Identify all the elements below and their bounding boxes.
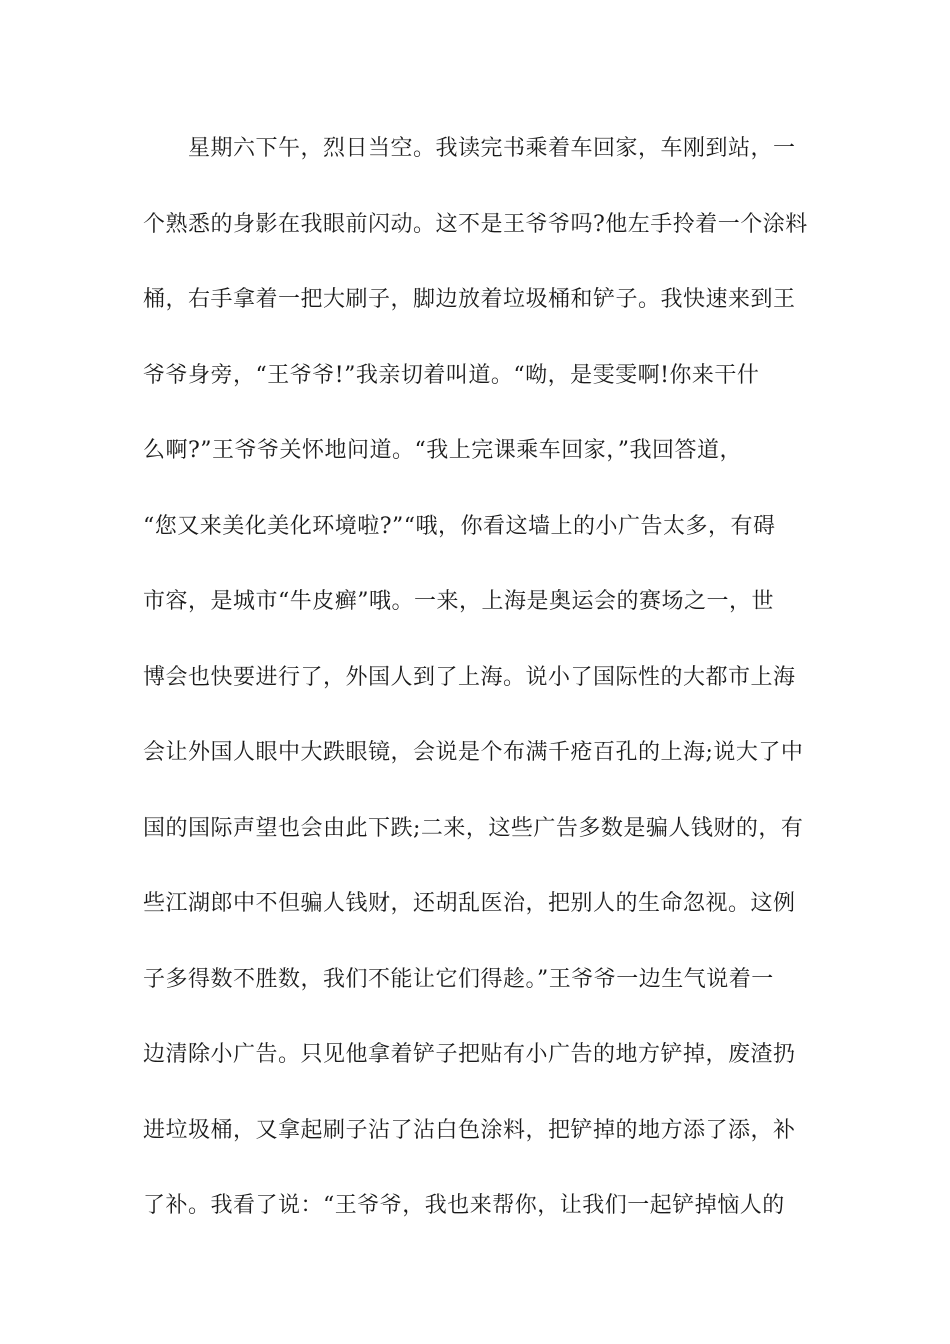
text-line-13: 边清除小广告。只见他拿着铲子把贴有小广告的地方铲掉，废渣扔 bbox=[143, 1042, 796, 1067]
text-line-3: 桶，右手拿着一把大刷子，脚边放着垃圾桶和铲子。我快速来到王 bbox=[143, 287, 796, 312]
text-line-6: “您又来美化美化环境啦?”“哦，你看这墙上的小广告太多，有碍 bbox=[143, 513, 776, 539]
text-line-4: 爷爷身旁，“王爷爷!”我亲切着叫道。“呦，是雯雯啊!你来干什 bbox=[143, 362, 760, 388]
body-paragraph bbox=[143, 129, 813, 1262]
text-line-14: 进垃圾桶，又拿起刷子沾了沾白色涂料，把铲掉的地方添了添，补 bbox=[143, 1117, 796, 1143]
text-line-10: 国的国际声望也会由此下跌;二来，这些广告多数是骗人钱财的，有 bbox=[143, 815, 804, 841]
text-line-7: 市容，是城市“牛皮癣”哦。一来，上海是奥运会的赛场之一，世 bbox=[143, 589, 774, 614]
text-line-12: 子多得数不胜数，我们不能让它们得趁。”王爷爷一边生气说着一 bbox=[143, 966, 774, 992]
text-line-15: 了补。我看了说：“王爷爷，我也来帮你，让我们一起铲掉恼人的 bbox=[143, 1193, 785, 1218]
text-line-2: 个熟悉的身影在我眼前闪动。这不是王爷爷吗?他左手拎着一个涂料 bbox=[143, 211, 808, 237]
text-line-11: 些江湖郎中不但骗人钱财，还胡乱医治，把别人的生命忽视。这例 bbox=[143, 891, 796, 916]
text-line-8: 博会也快要进行了，外国人到了上海。说小了国际性的大都市上海 bbox=[143, 664, 796, 690]
text-line-5: 么啊?”王爷爷关怀地问道。“我上完课乘车回家，”我回答道， bbox=[143, 438, 743, 463]
text-line-1: 星期六下午，烈日当空。我读完书乘着车回家，车刚到站，一 bbox=[188, 136, 796, 161]
text-line-9: 会让外国人眼中大跌眼镜，会说是个布满千疮百孔的上海;说大了中 bbox=[143, 740, 804, 765]
